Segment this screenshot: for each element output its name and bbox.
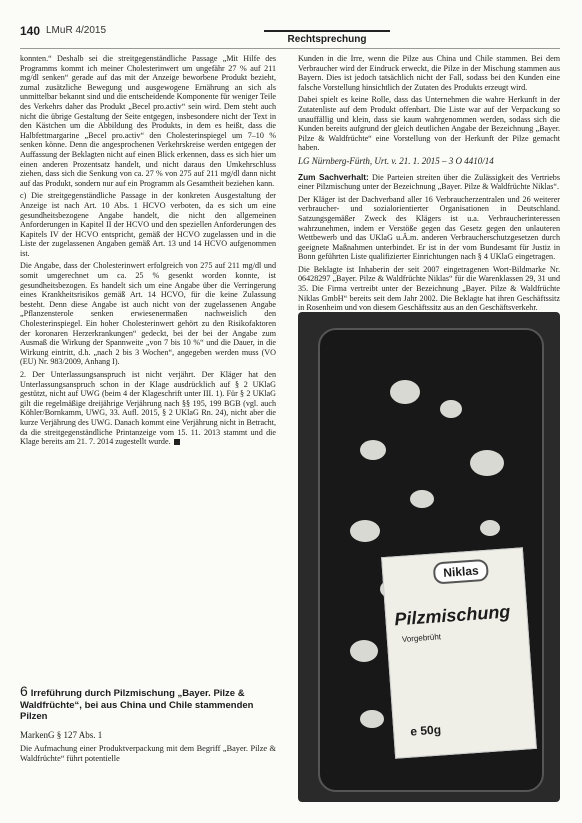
ruling-citation: LG Nürnberg-Fürth, Urt. v. 21. 1. 2015 – 3 O 4410/14 [298, 155, 494, 166]
mushroom [470, 450, 504, 476]
brand-logo: Niklas [433, 559, 490, 585]
left-column [20, 54, 276, 664]
mushroom [390, 380, 420, 404]
right-paragraph: Dabei spielt es keine Rolle, dass das Unternehmen die wahre Herkunft in der Zutatenliste auf dem Produkt offenbart. Die Liste war auf der Verpackung so unauffällig und klein, dass sie kaum wahrgenommen werden, sodass sich die Kunden bereits aufgrund der gleich deutlichen Angabe der Bezeichnung „Bayer. Pilze & Waldfrüchte“ eine Vorstellung von der Herkunft der Pilze gemacht haben. [298, 95, 560, 153]
journal-issue: LMuR 4/2015 [46, 25, 107, 36]
product-subtitle: Vorgebrüht [401, 632, 442, 644]
case-title [20, 683, 276, 723]
left-paragraph: c) Die streitgegenständliche Passage in der konkreten Ausgestaltung der Anzeige ist nach Art. 10 Abs. 1 HCVO verboten, da es sich um eine gesundheitsbezogene Angabe handelt, die nicht den allgemeinen Anforderungen in Kapitel II der HCVO und den speziellen Anforderungen des Kapitels IV der HCVO entspricht, gemäß der HCVO zugelassen und in die Liste der zugelassenen Angaben gemäß Art. 13 und 14 HCVO aufgenommen ist. [20, 191, 276, 258]
case-intro: Die Aufmachung einer Produktverpackung mit dem Begriff „Bayer. Pilze & Waldfrüchte“ führt potentielle [20, 744, 276, 764]
statute-marker: MarkenG § 127 Abs. 1 [20, 729, 103, 740]
header-rule [20, 48, 560, 49]
product-label [381, 547, 537, 758]
case-heading-block [20, 683, 276, 764]
section-title: Rechtsprechung [264, 30, 390, 49]
mushroom [440, 400, 462, 418]
mushroom [360, 710, 384, 728]
page-number: 140 [20, 24, 41, 38]
mushroom [350, 640, 378, 662]
mushroom [360, 440, 386, 460]
sachverhalt-paragraph [298, 173, 560, 192]
left-paragraph: konnten.“ Deshalb sei die streitgegenständliche Passage „Mit Hilfe des Programms kommt ich meiner Cholesterinwert um ungefähr 27 % auf 211 mg/dl senken“ gerade auf das mit der Anzeige beworbene Produkt bezieht, zumal zusätzliche Bewegung und ausgewogene Ernährung an sich als unmittelbar bekannt sind und die entscheidende Komponente für weniger Teile des Verkehrs daher das Produkt „Becel pro.activ“ sein wird. Dem steht auch nicht die übrige Gestaltung der Seite entgegen, insbesondere nicht der Text in den Kästchen um die Abbildung des Produkts, in dem es heißt, dass die Halbfettmargarine „Becel pro.activ“ den Cholesterinspiegel um 7–10 % senken könne. Denn die angesprochenen Verkehrskreise werden entgegen der Auffassung der Beklagten nicht auf einen Blick erkennen, dass es sich hier um einen anderen Prozentsatz handelt, und nicht daraus den Umkehrschluss ziehen, dass sich die Senkung von ca. 27 % von 275 auf 211 mg/dl dann nicht auf das Produkt, sondern nur auf ein Programm als Gesamtheit beziehen kann. [20, 54, 276, 188]
left-paragraph: Die Angabe, dass der Cholesterinwert erfolgreich von 275 auf 211 mg/dl und somit umgerechnet um ca. 25 % gesenkt worden konnte, ist gesundheitsbezogen. Es handelt sich um eine Angabe über die Verringerung eines Krankheitsrisikos gemäß Art. 14 HCVO, für die keine Zulassung besteht. Denn diese Angabe ist auch nicht von der zugelassenen Angabe „Pflanzensterole senken erwiesenermaßen nachweislich den Cholesterinspiegel. Ein hoher Cholesterinwert gehört zu den Risikofaktoren der koronaren Herzerkrankungen“ gedeckt, bei der bei der Angabe zum Ausmaß die Wirkung der Spannweite „von 7 bis 10 %“ und die Dauer, in die Wirkung eintritt, d.h. „nach 2 bis 3 Wochen“, angegeben werden muss (VO (EU) Nr. 983/2009, Anhang I). [20, 261, 276, 367]
mushroom [410, 490, 434, 508]
mushroom [350, 520, 380, 542]
product-weight: e 50g [409, 722, 442, 739]
mushroom [480, 520, 500, 536]
end-of-article-mark [174, 439, 180, 445]
page-header [20, 24, 560, 44]
right-paragraph: Kunden in die Irre, wenn die Pilze aus China und Chile stammen. Bei dem Verbraucher wird der Eindruck erweckt, die Pilze in der Mischung stammen aus Bayern. Dies ist jedoch tatsächlich nicht der Fall, sodass bei den Kunden eine falsche Vorstellung hinsichtlich der Zutaten des Produkts erzeugt wird. [298, 54, 560, 92]
sachverhalt-text: Die Parteien streiten über die Zulässigkeit des Vertriebs einer Pilzmischung unter der Bezeichnung „Bayer. Pilze & Waldfrüchte Niklas“. [298, 172, 560, 192]
sachverhalt-lead: Zum Sachverhalt: [298, 171, 369, 182]
left-paragraph-text: 2. Der Unterlassungsanspruch ist nicht verjährt. Der Kläger hat den Unterlassungsanspruch schon in der Klage ausdrücklich auf § 2 UKlaG gestützt, nicht auf UWG (beim 4 der Klageschrift unter III. 1). Für § 2 UKlaG gilt die regelmäßige dreijährige Verjährung nach §§ 195, 199 BGB (vgl. auch Köhler/Bornkamm, UWG, 33. Aufl. 2015, § 2 UKlaG Rn. 24), nicht aber die kurze Verjährung des UWG. Danach kommt eine Verjährung nicht in Betracht, da die streitgegenständliche Printanzeige vom 15. 11. 2013 stammt und die Klage bereits am 21. 7. 2014 zugestellt wurde. [20, 370, 276, 447]
left-paragraph [20, 370, 276, 447]
product-photo [298, 312, 560, 802]
product-name: Pilzmischung [393, 601, 511, 630]
sachverhalt-paragraph: Der Kläger ist der Dachverband aller 16 Verbraucherzentralen und 26 weiterer verbraucher- und sozialorientierter Organisationen in Deutschland. Satzungsgemäßer Zweck des Klägers ist u.a. Verbraucherinteressen wahrzunehmen, indem er Verstöße gegen das Gesetz gegen den unlauteren Wettbewerb und das UKlaG u.Ä.m. anderen Verbraucherschutzgesetzen durch geeignete Maßnahmen unterbindet. Er ist in der vom Bundesamt für Justiz in Bonn geführten Liste qualifizierter Einrichtungen nach § 4 UKlaG eingetragen. [298, 194, 560, 262]
sachverhalt-paragraph: Die Beklagte ist Inhaberin der seit 2007 eingetragenen Wort-Bildmarke Nr. 06428297 „Bayer. Pilze & Waldfrüchte Niklas“ für die Warenklassen 29, 31 und 35. Die Firma vertreibt unter der Bezeichnung „Bayer. Pilze & Waldfrüchte Niklas GmbH“ bereits seit dem Jahr 2002. Die Beklagte hat ihren Geschäftssitz in Rosenheim und von diesem Geschäftssitz aus an den Geschäftsverkehr. [298, 264, 560, 313]
right-column [298, 54, 560, 313]
case-title-text: Irreführung durch Pilzmischung „Bayer. Pilze & Waldfrüchte“, bei aus China und Chile stammenden Pilzen [20, 688, 254, 722]
case-number: 6 [20, 683, 28, 699]
